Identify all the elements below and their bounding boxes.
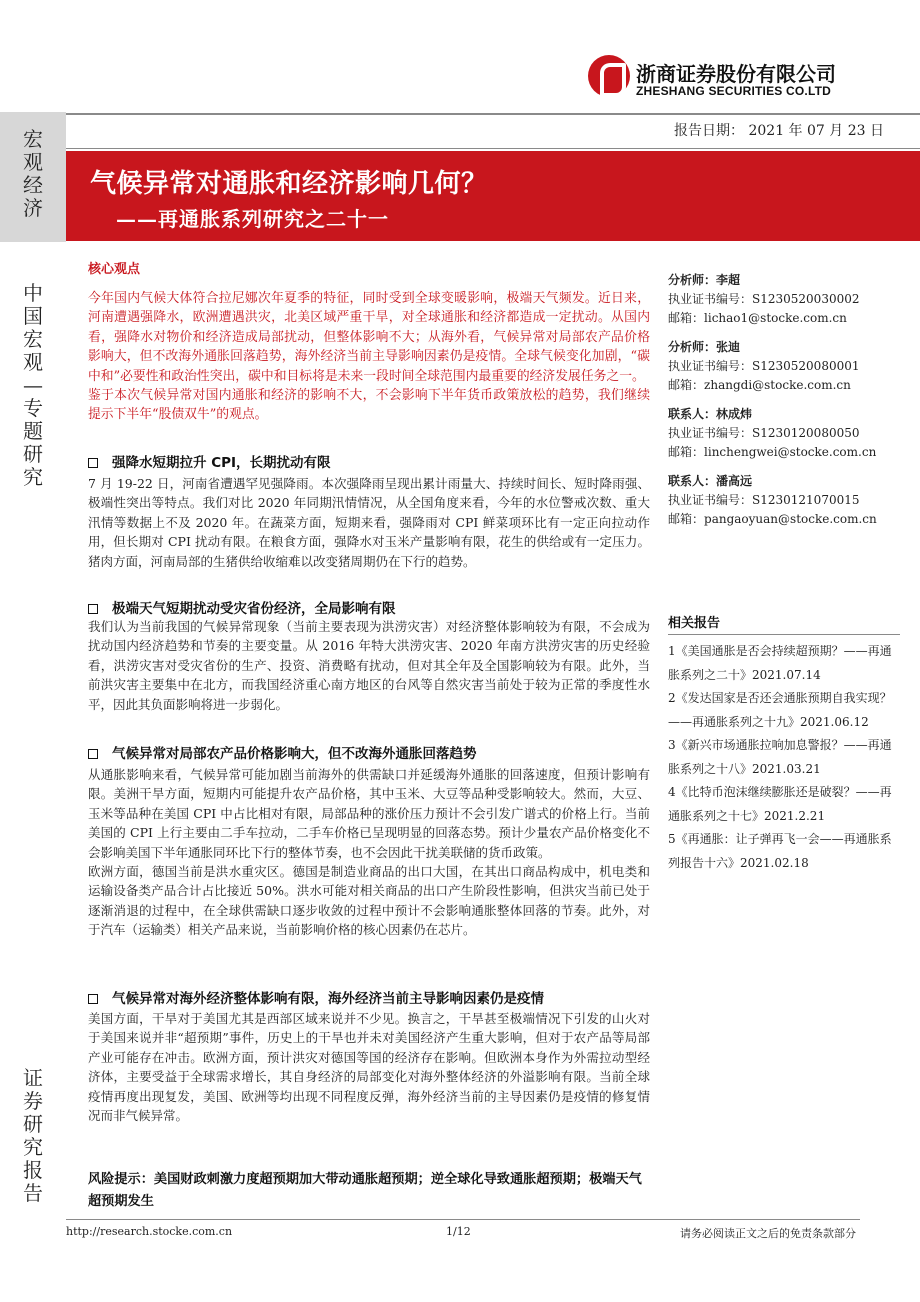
page-subtitle: ——再通胀系列研究之二十一 [116, 207, 389, 231]
risk-warning: 风险提示：美国财政刺激力度超预期加大带动通胀超预期；逆全球化导致通胀超预期；极端天气超预期发生 [88, 1172, 642, 1209]
section-paragraph: 7 月 19-22 日，河南省遭遇罕见强降雨。本次强降雨呈现出累计雨量大、持续时间长、短时降雨强、极端性突出等特点。我们对比 2020 年同期汛情情况，从全国角度来看，今年的水位警戒次数、重大汛情等数据上不及 2020 年。在蔬菜方面，短期来看，强降雨对 CPI 鲜菜项环比有一定正向拉动作用，但长期对 CPI 扰动有限。在粮食方面，强降水对玉米产量影响有限，花生的供给或有一定压力。猪肉方面，河南局部的生猪供给收缩难以改变猪周期仍在下行的趋势。 [88, 476, 650, 569]
page-title: 气候异常对通胀和经济影响几何？ [90, 169, 488, 199]
section-paragraph: 欧洲方面，德国当前是洪水重灾区。德国是制造业商品的出口大国，在其出口商品构成中，机电类和运输设备类产品合计占比接近 50%。洪水可能对相关商品的出口产生阶段性影响，但洪灾当前已处于逐渐消退的过程中，在全球供需缺口逐步收敛的过程中预计不会影响通胀整体回落的节奏。此外，对于汽车（运输类）相关产品来说，当前影响价格的核心因素仍在芯片。 [88, 864, 650, 938]
company-logo [588, 52, 858, 102]
sidebar-series: 中 国 宏 观 — 专 题 研 究 [23, 281, 43, 489]
analyst-card: 分析师：李超 执业证书编号：S1230520030002 邮箱：lichao1@stocke.com.cn [668, 273, 860, 325]
section-heading: 气候异常对局部农产品价格影响大，但不改海外通胀回落趋势 [88, 742, 650, 762]
related-report-item[interactable]: 3《新兴市场通胀拉响加息警报？——再通胀系列之十八》2021.03.21 [668, 738, 892, 776]
footer-divider [66, 1219, 860, 1220]
section-paragraph: 美国方面，干旱对于美国尤其是西部区域来说并不少见。换言之，干旱甚至极端情况下引发的山火对于美国来说并非“超预期”事件，历史上的干旱也并未对美国经济产生重大影响，但对于农产品等局部产业可能存在冲击。欧洲方面，预计洪灾对德国等国的经济存在影响。但欧洲本身作为外需拉动型经济体，主要受益于全球需求增长，其自身经济的局部变化对海外整体经济的外溢影响有限。当前全球疫情再度出现复发，美国、欧洲等均出现不同程度反弹，海外经济当前的主导因素仍是疫情的修复情况而非气候异常。 [88, 1011, 650, 1124]
section-paragraph: 从通胀影响来看，气候异常可能加剧当前海外的供需缺口并延缓海外通胀的回落速度，但预计影响有限。美洲干旱方面，短期内可能提升农产品价格，其中玉米、大豆等品种受影响较大。然而，大豆、玉米等品种在美国 CPI 中占比相对有限，局部品种的涨价压力预计不会引发广谱式的价格上行。当前美国的 CPI 上行主要由二手车拉动，二手车价格已呈现明显的回落态势。预计少量农产品价格变化不会影响美国下半年通胀同环比下行的整体节奏，也不会因此干扰美联储的货币政策。 [88, 767, 650, 860]
analyst-email[interactable]: pangaoyuan@stocke.com.cn [704, 512, 877, 526]
analyst-card: 分析师：张迪 执业证书编号：S1230520080001 邮箱：zhangdi@stocke.com.cn [668, 340, 860, 392]
core-paragraph: 鉴于本次气候异常对国内通胀和经济的影响不大，不会影响下半年货币政策放松的趋势，我们继续提示下半年“股债双牛”的观点。 [88, 388, 650, 423]
section-heading: 极端天气短期扰动受灾省份经济，全局影响有限 [88, 597, 650, 617]
section-heading: 气候异常对海外经济整体影响有限，海外经济当前主导影响因素仍是疫情 [88, 987, 650, 1007]
analyst-email[interactable]: linchengwei@stocke.com.cn [704, 445, 877, 459]
analyst-panel [668, 271, 900, 539]
checkbox-bullet-icon [88, 458, 98, 468]
analyst-name: 林成炜 [716, 407, 753, 421]
checkbox-bullet-icon [88, 604, 98, 614]
disclaimer-note: 请务必阅读正文之后的免责条款部分 [680, 1227, 856, 1240]
core-view-label: 核心观点 [88, 262, 141, 277]
analyst-card: 联系人：潘高远 执业证书编号：S1230121070015 邮箱：pangaoyuan@stocke.com.cn [668, 474, 877, 526]
related-report-item[interactable]: 5《再通胀：让子弹再飞一会——再通胀系列报告十六》2021.02.18 [668, 832, 892, 870]
section-body [88, 765, 650, 940]
logo-mark-icon [588, 55, 630, 97]
page-number: 1/12 [446, 1225, 471, 1238]
section-body [88, 474, 650, 571]
related-reports-list [668, 640, 900, 875]
section-body [88, 617, 650, 714]
logo-name-cn: 浙商证券股份有限公司 [636, 62, 836, 86]
title-band [66, 151, 920, 241]
footer-url[interactable]: http://research.stocke.com.cn [66, 1225, 233, 1238]
section-paragraph: 我们认为当前我国的气候异常现象（当前主要表现为洪涝灾害）对经济整体影响较为有限，不会成为扰动国内经济趋势和节奏的主要变量。从 2016 年特大洪涝灾害、2020 年南方洪涝灾害的历史经验看，洪涝灾害对受灾省份的生产、投资、消费略有扰动，但对其全年及全国影响较为有限。此外，当前洪灾害主要集中在北方，而我国经济重心南方地区的台风等自然灾害当前处于较为正常的季度性水平，因此其负面影响将进一步弱化。 [88, 619, 650, 712]
related-divider [668, 634, 900, 635]
related-report-item[interactable]: 2《发达国家是否还会通胀预期自我实现？——再通胀系列之十九》2021.06.12 [668, 691, 892, 729]
core-paragraph: 今年国内气候大体符合拉尼娜次年夏季的特征，同时受到全球变暖影响，极端天气频发。近日来，河南遭遇强降水，欧洲遭遇洪灾，北美区域严重干旱，对全球通胀和经济都造成一定扰动。从国内看，强降水对物价和经济造成局部扰动，但整体影响不大；从海外看，气候异常对局部农产品价格影响大，但不改海外通胀回落趋势，海外经济当前主导影响因素仍是疫情。全球气候变化加剧，“碳中和”必要性和政治性突出，碳中和目标将是未来一段时间全球范围内最重要的经济发展任务之一。 [88, 291, 650, 384]
related-reports-title: 相关报告 [668, 616, 721, 631]
analyst-name: 李超 [716, 273, 741, 287]
analyst-cert: S1230520080001 [752, 359, 860, 373]
section-body [88, 1009, 650, 1125]
sidebar-doc-type: 证 券 研 究 报 告 [23, 1066, 43, 1205]
checkbox-bullet-icon [88, 994, 98, 1004]
logo-name-en: ZHESHANG SECURITIES CO.LTD [636, 84, 831, 98]
analyst-email[interactable]: lichao1@stocke.com.cn [704, 311, 847, 325]
analyst-cert: S1230520030002 [752, 292, 860, 306]
analyst-card: 联系人：林成炜 执业证书编号：S1230120080050 邮箱：linchengwei@stocke.com.cn [668, 407, 877, 459]
core-view [88, 289, 650, 425]
section-heading: 强降水短期拉升 CPI，长期扰动有限 [88, 451, 650, 471]
report-date: 报告日期： 2021 年 07 月 23 日 [674, 123, 884, 139]
analyst-email[interactable]: zhangdi@stocke.com.cn [704, 378, 851, 392]
sidebar-category: 宏 观 经 济 [23, 127, 43, 220]
analyst-name: 潘高远 [716, 474, 753, 488]
analyst-cert: S1230121070015 [752, 493, 860, 507]
header-divider [66, 113, 920, 115]
related-report-item[interactable]: 1《美国通胀是否会持续超预期？——再通胀系列之二十》2021.07.14 [668, 644, 892, 682]
analyst-cert: S1230120080050 [752, 426, 860, 440]
related-report-item[interactable]: 4《比特币泡沫继续膨胀还是破裂？——再通胀系列之十七》2021.2.21 [668, 785, 892, 823]
checkbox-bullet-icon [88, 749, 98, 759]
analyst-name: 张迪 [716, 340, 741, 354]
date-divider [66, 148, 920, 149]
